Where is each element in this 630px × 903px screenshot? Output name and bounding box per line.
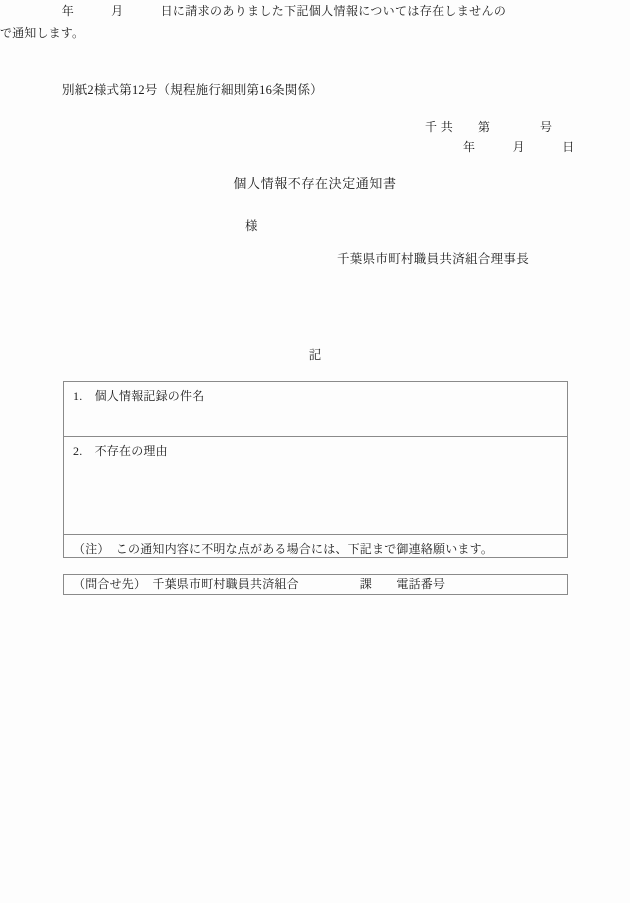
page-title: 個人情報不存在決定通知書: [233, 176, 397, 191]
subject-cell: 1. 個人情報記録の件名: [64, 382, 568, 437]
ki-section-marker: 記: [308, 348, 322, 362]
notification-details-table: [63, 381, 568, 558]
addressee-label: 様: [245, 219, 258, 233]
issuer-name: 千葉県市町村職員共済組合理事長: [337, 252, 530, 266]
document-number-field: 千 共 第 号: [425, 120, 553, 134]
table-row: [64, 535, 568, 558]
body-paragraph: 年 月 日に請求のありました下記個人情報については存在しませんので通知します。: [0, 4, 506, 40]
contact-information-box: （問合せ先） 千葉県市町村職員共済組合 課 電話番号: [63, 574, 568, 595]
reason-cell: 2. 不存在の理由: [64, 437, 568, 535]
table-row: [64, 437, 568, 535]
document-date-field: 年 月 日: [463, 140, 575, 154]
table-row: [64, 382, 568, 437]
form-number-label: 別紙2様式第12号（規程施行細則第16条関係）: [62, 83, 323, 97]
note-cell: （注） この通知内容に不明な点がある場合には、下記まで御連絡願います。: [64, 535, 568, 558]
